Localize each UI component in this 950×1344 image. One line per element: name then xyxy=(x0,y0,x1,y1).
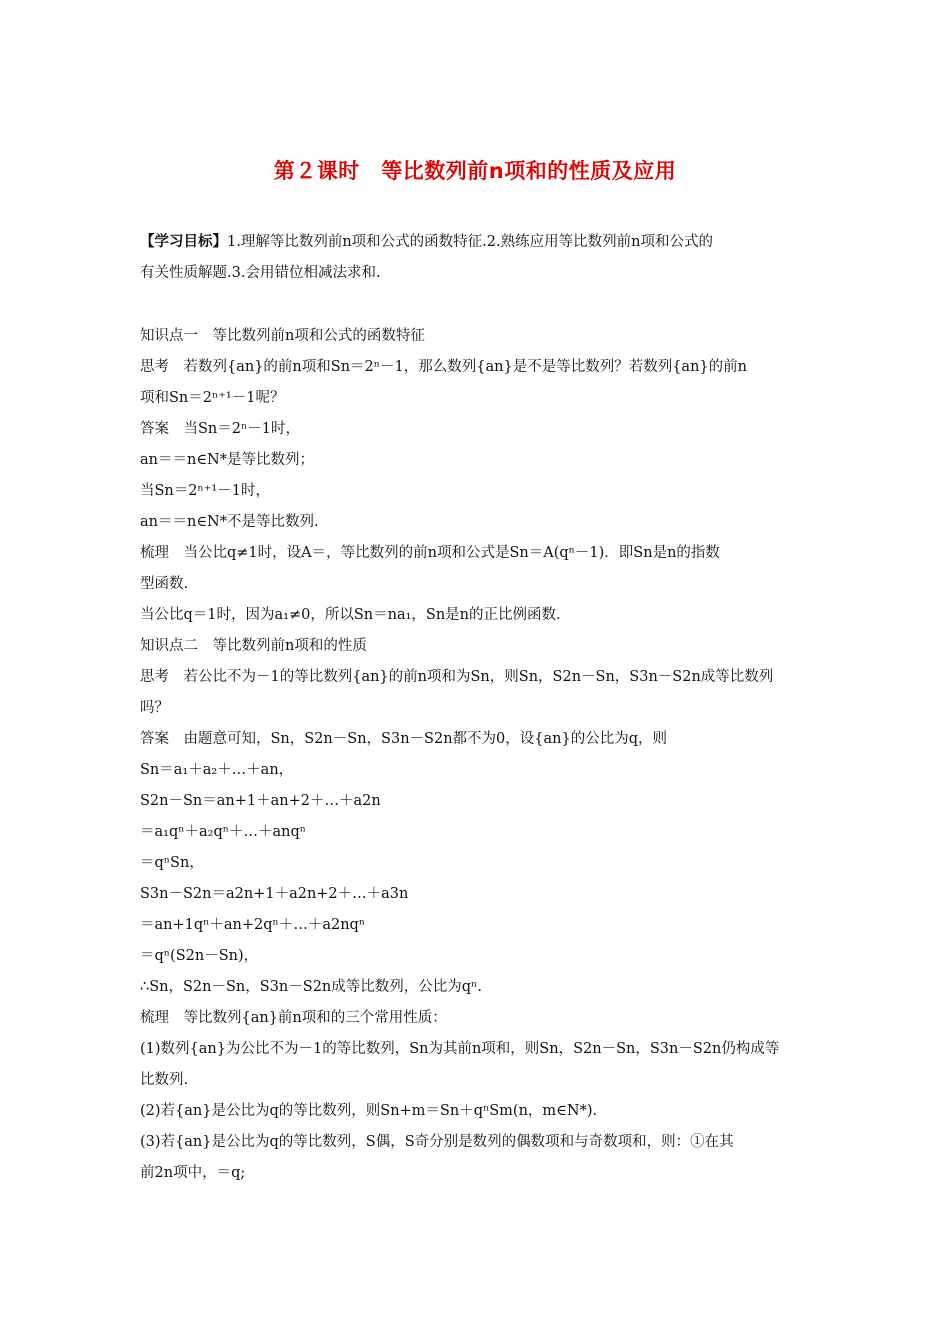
text-line: ∴Sn，S2n－Sn，S3n－S2n成等比数列，公比为qⁿ. xyxy=(140,979,482,995)
formula-line: S3n－S2n＝a2n+1＋a2n+2＋…＋a3n xyxy=(140,886,409,902)
text-line: 思考 若公比不为－1的等比数列{an}的前n项和为Sn，则Sn，S2n－Sn，S3n－S2n成等比数列 xyxy=(140,669,774,685)
text-line: an＝＝n∈N*是等比数列； xyxy=(140,452,314,468)
formula-line: ＝qⁿ(S2n－Sn)， xyxy=(140,948,259,964)
paragraph-gap xyxy=(140,289,812,321)
text-line: 思考 若数列{an}的前n项和Sn＝2ⁿ－1，那么数列{an}是不是等比数列？若数列{an}的前n xyxy=(140,359,747,375)
text-line: 梳理 当公比q≠1时，设A＝，等比数列的前n项和公式是Sn＝A(qⁿ－1)．即Sn是n的指数 xyxy=(140,545,720,561)
text-line: 前2n项中，＝q; xyxy=(140,1165,246,1181)
formula-line: S2n－Sn＝an+1＋an+2＋…＋a2n xyxy=(140,793,381,809)
section-heading-1: 知识点一 等比数列前n项和公式的函数特征 xyxy=(140,328,425,344)
text-line: 当公比q＝1时，因为a₁≠0，所以Sn＝na₁，Sn是n的正比例函数. xyxy=(140,607,561,623)
objectives-label: 【学习目标】 xyxy=(140,234,227,250)
text-line: 型函数. xyxy=(140,576,189,592)
document-body xyxy=(140,227,812,1189)
formula-line: ＝an+1qⁿ＋an+2qⁿ＋…＋a2nqⁿ xyxy=(140,917,366,933)
formula-line: ＝a₁qⁿ＋a₂qⁿ＋…＋anqⁿ xyxy=(140,824,307,840)
text-line: 比数列. xyxy=(140,1072,189,1088)
text-line: an＝＝n∈N*不是等比数列. xyxy=(140,514,319,530)
objectives-line-1 xyxy=(140,227,812,258)
text-line: 答案 由题意可知，Sn，S2n－Sn，S3n－S2n都不为0，设{an}的公比为q，则 xyxy=(140,731,667,747)
objectives-line-2: 有关性质解题.3.会用错位相减法求和. xyxy=(140,265,381,281)
text-line: 答案 当Sn＝2ⁿ－1时， xyxy=(140,421,300,437)
text-line: 梳理 等比数列{an}前n项和的三个常用性质： xyxy=(140,1010,447,1026)
text-line: (3)若{an}是公比为q的等比数列，S偶，S奇分别是数列的偶数项和与奇数项和，则：①在其 xyxy=(140,1134,734,1150)
formula-line: Sn＝a₁＋a₂＋…＋an， xyxy=(140,762,294,778)
text-line: 项和Sn＝2ⁿ⁺¹－1呢？ xyxy=(140,390,285,406)
text-line: (1)数列{an}为公比不为－1的等比数列，Sn为其前n项和，则Sn，S2n－Sn，S3n－S2n仍构成等 xyxy=(140,1041,780,1057)
page-title: 第２课时 等比数列前n项和的性质及应用 xyxy=(273,159,677,183)
objectives-text-1: 1.理解等比数列前n项和公式的函数特征.2.熟练应用等比数列前n项和公式的 xyxy=(227,234,713,250)
text-line: 当Sn＝2ⁿ⁺¹－1时， xyxy=(140,483,270,499)
text-line: 吗？ xyxy=(140,700,169,716)
text-line: (2)若{an}是公比为q的等比数列，则Sn+m＝Sn＋qⁿSm(n，m∈N*). xyxy=(140,1103,598,1119)
section-heading-2: 知识点二 等比数列前n项和的性质 xyxy=(140,638,367,654)
formula-line: ＝qⁿSn， xyxy=(140,855,204,871)
